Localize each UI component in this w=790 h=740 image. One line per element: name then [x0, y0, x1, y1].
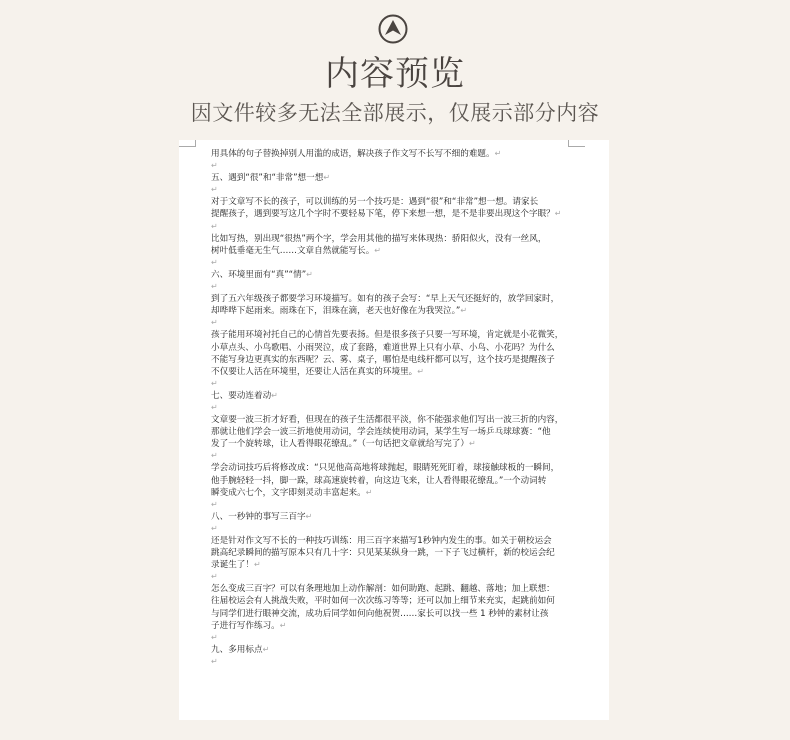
document-line: [211, 269, 573, 281]
document-line: [211, 487, 573, 499]
document-line: [211, 208, 573, 220]
document-line: [211, 293, 573, 305]
document-line-text: 怎么变成三百字？可以有条理地加上动作解剖：如何助跑、起跳、翻越、落地；加上联想：: [211, 584, 555, 595]
document-line: [211, 281, 573, 293]
page-title: 内容预览: [325, 54, 465, 94]
document-line: [211, 499, 573, 511]
document-line-text: 提醒孩子，遇到要写这几个字时不要轻易下笔，停下来想一想，是不是非要出现这个字眼？: [211, 209, 555, 220]
document-line-text: 学会动词技巧后将修改成：“只见他高高地将球抛起，眼睛死死盯着，球接触球板的一瞬间，: [211, 463, 560, 474]
document-line: [211, 172, 573, 184]
document-line: [211, 233, 573, 245]
paragraph-mark-icon: ↵: [211, 378, 218, 388]
document-line-text: 子进行写作练习。: [211, 620, 280, 631]
paragraph-mark-icon: ↵: [211, 632, 218, 642]
document-line-text: 五、遇到“很”和“非常”想一想: [211, 173, 324, 184]
paragraph-mark-icon: ↵: [211, 185, 218, 195]
document-line-text: 六、环境里面有“真”“情”: [211, 269, 307, 280]
paragraph-mark-icon: ↵: [306, 269, 313, 279]
document-line: [211, 704, 573, 716]
document-line: [211, 620, 573, 632]
document-line: [211, 668, 573, 680]
document-line: [211, 632, 573, 644]
document-line-text: 不能写身边更真实的东西呢？云、雾、桌子，哪怕是电线杆都可以写，这个技巧是提醒孩子: [211, 354, 555, 365]
document-page: [179, 140, 609, 720]
document-line-text: 跳高纪录瞬间的描写原本只有几十字：只见某某纵身一跳，一下子飞过横杆，新的校运会纪: [211, 548, 555, 559]
document-line: [211, 257, 573, 269]
document-line: [211, 245, 573, 257]
paragraph-mark-icon: ↵: [323, 173, 331, 183]
document-line-text: 他手腕轻轻一抖，脚一跺，球高速旋转着，向这边飞来，让人看得眼花缭乱。”一个动词转: [211, 475, 547, 486]
document-line: [211, 426, 573, 438]
document-line-text: 与同学们进行眼神交流，成功后同学如何向他祝贺……家长可以找一些 1 秒钟的素材让孩: [211, 608, 549, 619]
document-line-text: 七、要动连着动: [211, 390, 272, 401]
paragraph-mark-icon: ↵: [279, 620, 287, 630]
paragraph-mark-icon: ↵: [417, 366, 424, 376]
document-line: [211, 148, 573, 160]
document-content: [211, 148, 573, 716]
document-line: [211, 160, 573, 172]
document-line-text: 不仅要让人活在环境里，还要让人活在真实的环境里。: [211, 366, 418, 377]
arrow-up-circle-icon: [378, 14, 408, 44]
document-line: [211, 608, 573, 620]
document-line-text: 往届校运会有人挑战失败，平时如何一次次练习等等；还可以加上细节来充实，起跳前如何: [211, 596, 555, 607]
paragraph-mark-icon: ↵: [211, 402, 218, 412]
paragraph-mark-icon: ↵: [211, 572, 218, 582]
paragraph-mark-icon: ↵: [211, 318, 218, 328]
paragraph-mark-icon: ↵: [211, 257, 218, 267]
document-line: [211, 221, 573, 233]
document-line: [211, 547, 573, 559]
document-line-text: 对于文章写不长的孩子，可以训练的另一个技巧是：遇到“很”和“非常”想一想。请家长: [211, 197, 539, 208]
paragraph-mark-icon: ↵: [211, 282, 218, 292]
paragraph-mark-icon: ↵: [211, 451, 218, 461]
document-line: [211, 462, 573, 474]
document-line: [211, 680, 573, 692]
document-line: [211, 196, 573, 208]
document-line-text: 用具体的句子替换掉别人用滥的成语，解决孩子作文写不长写不细的难题。: [211, 149, 495, 159]
paragraph-mark-icon: ↵: [374, 245, 381, 255]
document-line: [211, 644, 573, 656]
document-line: [211, 305, 573, 317]
document-line: [211, 329, 573, 341]
document-line-text: 小草点头、小鸟歌唱、小雨哭泣，成了套路，难道世界上只有小草、小鸟、小花吗？为什么: [211, 342, 555, 353]
paragraph-mark-icon: ↵: [262, 644, 270, 654]
document-line-text: 孩子能用环境衬托自己的心情首先要表扬。但是很多孩子只要一写环境，肯定就是小花微笑，: [211, 330, 564, 341]
document-line: [211, 475, 573, 487]
paragraph-mark-icon: ↵: [211, 656, 218, 666]
document-line-text: 录诞生了！: [211, 560, 254, 571]
document-line: [211, 366, 573, 378]
paragraph-mark-icon: ↵: [460, 306, 468, 316]
document-line: [211, 414, 573, 426]
document-line: [211, 692, 573, 704]
document-line: [211, 656, 573, 668]
paragraph-mark-icon: ↵: [365, 487, 373, 497]
paragraph-mark-icon: ↵: [554, 209, 562, 219]
paragraph-mark-icon: ↵: [468, 439, 476, 449]
document-line-text: 比如写热，别出现“很热”两个字，学会用其他的描写来体现热：骄阳似火，没有一丝风，: [211, 233, 547, 244]
document-line: [211, 184, 573, 196]
paragraph-mark-icon: ↵: [211, 161, 218, 171]
paragraph-mark-icon: ↵: [211, 523, 218, 533]
document-line: [211, 571, 573, 583]
document-line-text: 九、多用标点: [211, 644, 263, 655]
document-line: [211, 390, 573, 402]
document-line: [211, 450, 573, 462]
page-corner-mark: [179, 140, 196, 147]
document-line-text: 瞬变成六七个，文字即刻灵动丰富起来。: [211, 487, 366, 498]
document-line-text: 那就让他们学会一波三折地使用动词，学会连续使用动词，某学生写一场乒乓球球赛：“他: [211, 427, 551, 438]
document-line: [211, 354, 573, 366]
document-line: [211, 511, 573, 523]
paragraph-mark-icon: ↵: [211, 499, 218, 509]
document-line-text: 还是针对作文写不长的一种技巧训练：用三百字来描写1秒钟内发生的事。如关于朝校运会: [211, 536, 552, 546]
document-line: [211, 595, 573, 607]
document-line-text: 八、一秒钟的事写三百字: [211, 511, 306, 522]
document-line: [211, 378, 573, 390]
document-line-text: 文章要一波三折才好看，但现在的孩子生活都很平淡，你不能强求他们写出一波三折的内容，: [211, 415, 564, 426]
document-line-text: 却哗哗下起雨来。雨珠在下，泪珠在滴，老天也好像在为我哭泣。”: [211, 306, 461, 317]
paragraph-mark-icon: ↵: [253, 560, 261, 570]
document-line: [211, 583, 573, 595]
document-line: [211, 342, 573, 354]
preview-header: [0, 0, 790, 140]
paragraph-mark-icon: ↵: [305, 511, 313, 521]
paragraph-mark-icon: ↵: [494, 149, 502, 158]
paragraph-mark-icon: ↵: [271, 390, 278, 400]
document-line: [211, 523, 573, 535]
document-line-text: 到了五六年级孩子都要学习环境描写。如有的孩子会写：“早上天气还挺好的，放学回家时，: [211, 294, 560, 305]
paragraph-mark-icon: ↵: [211, 221, 218, 231]
document-line-text: 树叶低垂毫无生气……文章自然就能写长。: [211, 245, 375, 256]
document-line: [211, 402, 573, 414]
document-line-text: 发了一个旋转球，让人看得眼花缭乱。”（一句话把文章就给写完了）: [211, 439, 469, 450]
document-line: [211, 535, 573, 547]
page-subtitle: 因文件较多无法全部展示，仅展示部分内容: [190, 101, 600, 125]
document-line: [211, 438, 573, 450]
document-line: [211, 559, 573, 571]
page-corner-mark: [568, 140, 585, 147]
document-line: [211, 317, 573, 329]
